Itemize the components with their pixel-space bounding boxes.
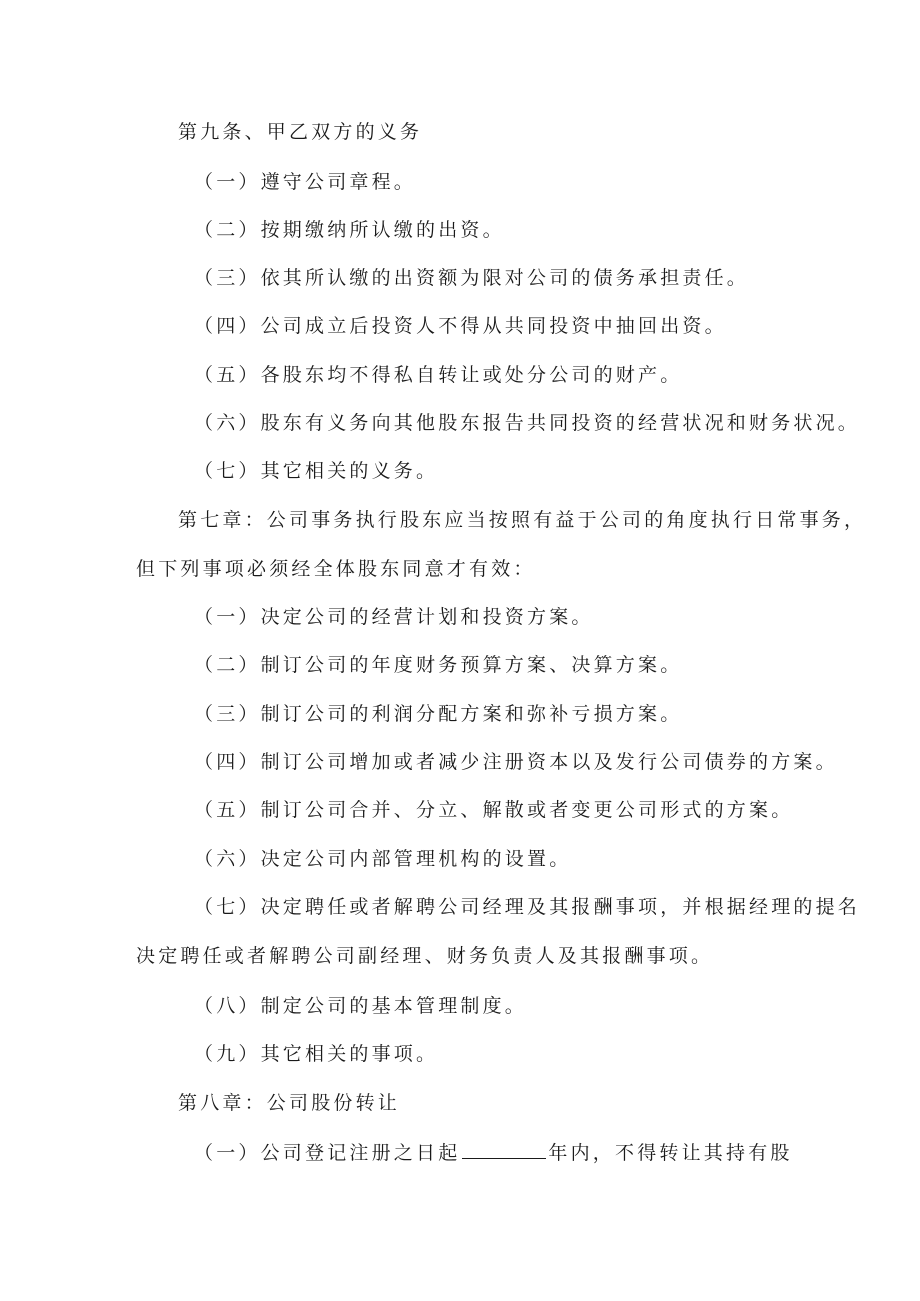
- chapter-7-item-6: （六）决定公司内部管理机构的设置。: [194, 848, 572, 870]
- fill-in-blank[interactable]: [462, 1140, 546, 1159]
- article-9-item-3: （三）依其所认缴的出资额为限对公司的债务承担责任。: [194, 267, 750, 289]
- chapter-7-item-9: （九）其它相关的事项。: [194, 1043, 439, 1065]
- article-9-heading: 第九条、甲乙双方的义务: [178, 121, 423, 143]
- article-9-item-5: （五）各股东均不得私自转让或处分公司的财产。: [194, 364, 683, 386]
- chapter-7-item-8: （八）制定公司的基本管理制度。: [194, 995, 528, 1017]
- article-9-item-2: （二）按期缴纳所认缴的出资。: [194, 219, 505, 241]
- chapter-7-item-3: （三）制订公司的利润分配方案和弥补亏损方案。: [194, 703, 683, 725]
- article-9-item-1: （一）遵守公司章程。: [194, 171, 417, 193]
- chapter-7-heading-line-2: 但下列事项必须经全体股东同意才有效：: [136, 558, 536, 580]
- chapter-7-item-7-line-2: 决定聘任或者解聘公司副经理、财务负责人及其报酬事项。: [136, 945, 714, 967]
- chapter-8-item-1-after: 年内，不得转让其持有股: [548, 1142, 793, 1164]
- chapter-7-item-1: （一）决定公司的经营计划和投资方案。: [194, 606, 594, 628]
- article-9-item-7: （七）其它相关的义务。: [194, 460, 439, 482]
- article-9-item-4: （四）公司成立后投资人不得从共同投资中抽回出资。: [194, 315, 727, 337]
- chapter-7-item-4: （四）制订公司增加或者减少注册资本以及发行公司债券的方案。: [194, 751, 838, 773]
- chapter-7-item-2: （二）制订公司的年度财务预算方案、决算方案。: [194, 654, 683, 676]
- chapter-7-item-7-line-1: （七）决定聘任或者解聘公司经理及其报酬事项，并根据经理的提名: [194, 896, 861, 918]
- chapter-7-heading-line-1: 第七章：公司事务执行股东应当按照有益于公司的角度执行日常事务，: [178, 509, 867, 531]
- chapter-7-item-5: （五）制订公司合并、分立、解散或者变更公司形式的方案。: [194, 799, 794, 821]
- chapter-8-heading: 第八章：公司股份转让: [178, 1092, 401, 1114]
- chapter-8-item-1-before: （一）公司登记注册之日起: [194, 1142, 461, 1164]
- chapter-8-item-1: [194, 1140, 793, 1165]
- article-9-item-6: （六）股东有义务向其他股东报告共同投资的经营状况和财务状况。: [194, 412, 861, 434]
